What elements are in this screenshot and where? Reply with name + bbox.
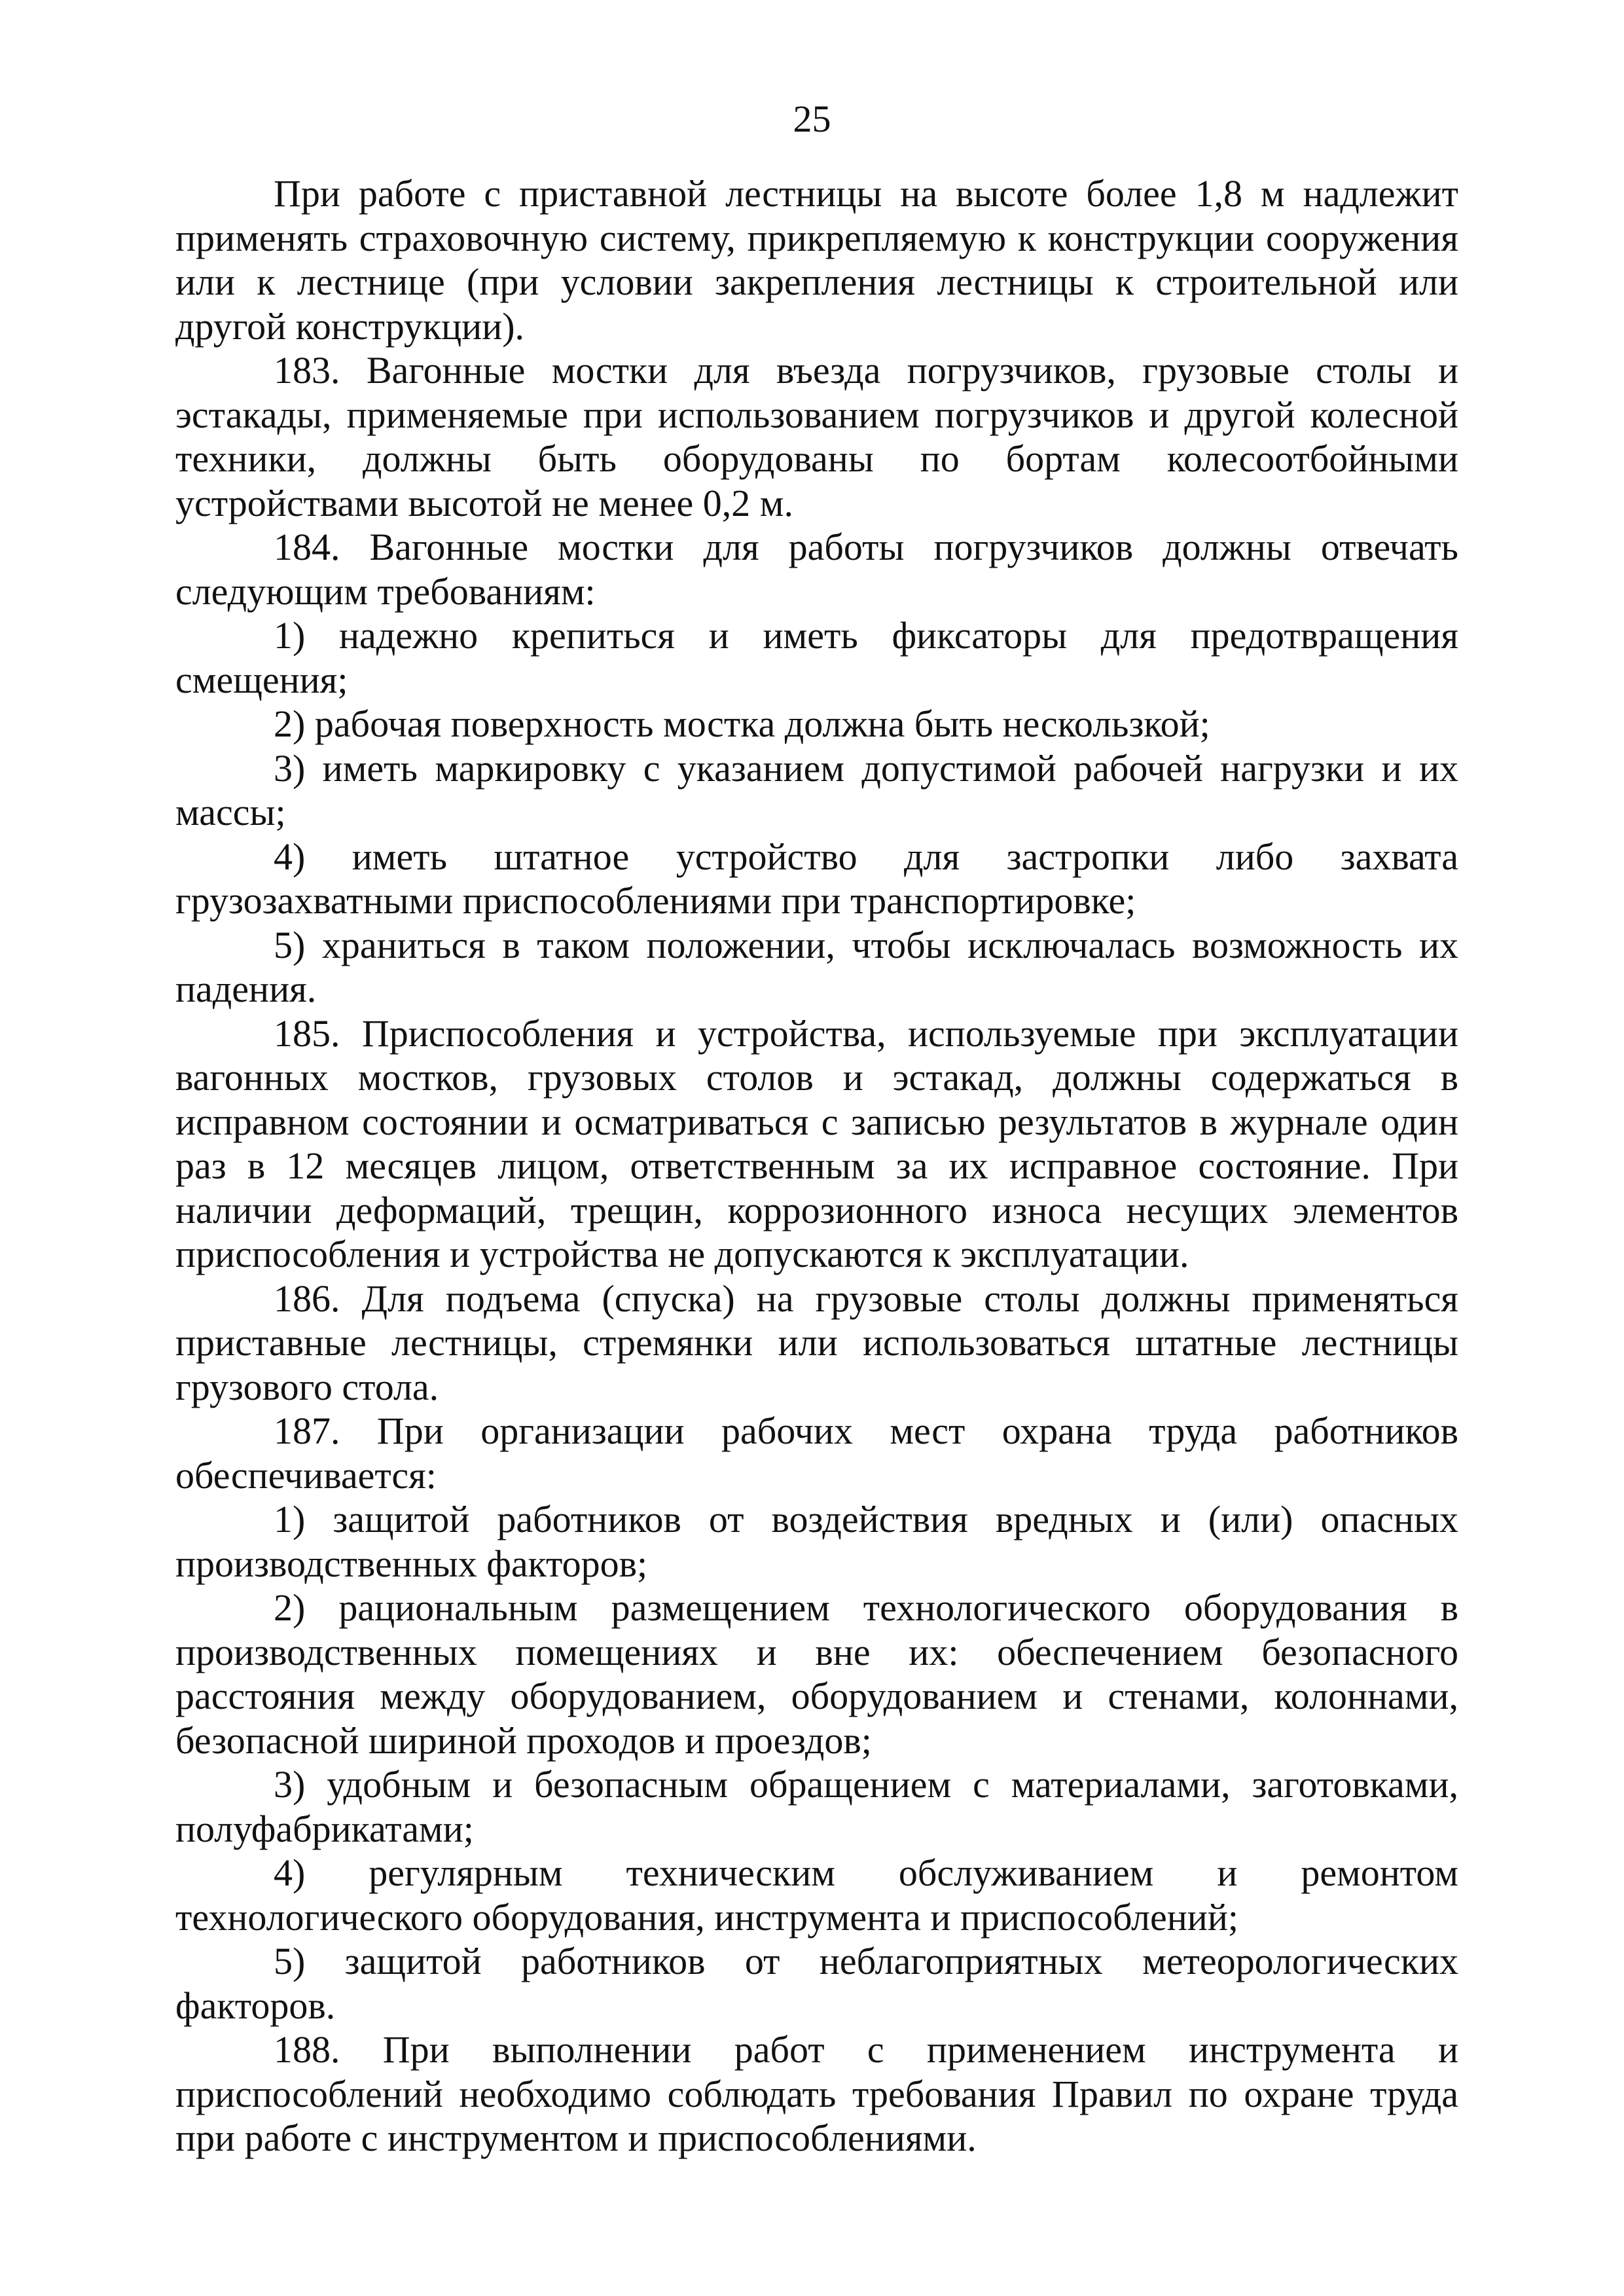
paragraph-ladder-safety: При работе с приставной лестницы на высоте более 1,8 м надлежит применять страховочную систему, прикрепляемую к конструкции сооружения или к лестнице (при условии закрепления лестницы к строительной или другой конструкции). [175,172,1458,348]
list-item-187-1: 1) защитой работников от воздействия вредных и (или) опасных производственных факторов; [175,1498,1458,1585]
list-item-187-2: 2) рациональным размещением технологического оборудования в производственных помещениях и вне их: обеспечением безопасного расстояния между оборудованием, оборудованием и стенами, колоннами, безопасной шириной проходов и проездов; [175,1586,1458,1762]
list-item-187-5: 5) защитой работников от неблагоприятных метеорологических факторов. [175,1940,1458,2027]
list-item-187-4: 4) регулярным техническим обслуживанием и ремонтом технологического оборудования, инструмента и приспособлений; [175,1851,1458,1939]
paragraph-185: 185. Приспособления и устройства, используемые при эксплуатации вагонных мостков, грузовых столов и эстакад, должны содержаться в исправном состоянии и осматриваться с записью результатов в журнале один раз в 12 месяцев лицом, ответственным за их исправное состояние. При наличии деформаций, трещин, коррозионного износа несущих элементов приспособления и устройства не допускаются к эксплуатации. [175,1011,1458,1275]
document-body [175,172,1458,2160]
paragraph-187: 187. При организации рабочих мест охрана труда работников обеспечивается: [175,1410,1458,1497]
page-number: 25 [793,98,831,140]
list-item-184-3: 3) иметь маркировку с указанием допустимой рабочей нагрузки и их массы; [175,746,1458,833]
list-item-184-2: 2) рабочая поверхность мостка должна быть нескользкой; [274,702,1210,745]
list-item-184-1: 1) надежно крепиться и иметь фиксаторы для предотвращения смещения; [175,614,1458,701]
paragraph-188: 188. При выполнении работ с применением инструмента и приспособлений необходимо соблюдать требования Правил по охране труда при работе с инструментом и приспособлениями. [175,2028,1458,2159]
list-item-184-4: 4) иметь штатное устройство для застропки либо захвата грузозахватными приспособлениями при транспортировке; [175,835,1458,922]
list-item-184-5: 5) храниться в таком положении, чтобы исключалась возможность их падения. [175,923,1458,1010]
paragraph-183: 183. Вагонные мостки для въезда погрузчиков, грузовые столы и эстакады, применяемые при использованием погрузчиков и другой колесной техники, должны быть оборудованы по бортам колесоотбойными устройствами высотой не менее 0,2 м. [175,349,1458,524]
paragraph-184: 184. Вагонные мостки для работы погрузчиков должны отвечать следующим требованиям: [175,526,1458,613]
paragraph-186: 186. Для подъема (спуска) на грузовые столы должны применяться приставные лестницы, стремянки или использоваться штатные лестницы грузового стола. [175,1277,1458,1408]
list-item-187-3: 3) удобным и безопасным обращением с материалами, заготовками, полуфабрикатами; [175,1763,1458,1850]
